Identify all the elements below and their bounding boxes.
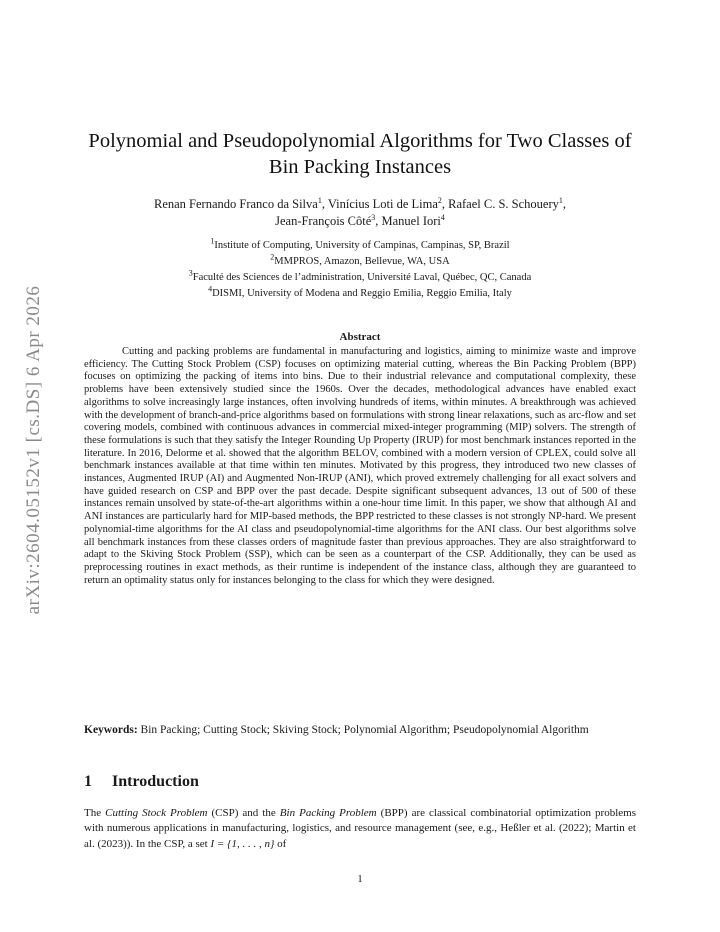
author-separator: , bbox=[375, 214, 382, 228]
intro-term-bpp: Bin Packing Problem bbox=[279, 807, 377, 819]
affiliation-number: 4 bbox=[208, 284, 213, 294]
keywords-line bbox=[84, 723, 636, 737]
section-number: 1 bbox=[84, 773, 92, 790]
author-separator: , bbox=[441, 197, 449, 211]
author-separator: , bbox=[321, 197, 328, 211]
keywords-text: Bin Packing; Cutting Stock; Skiving Stock; Polynomial Algorithm; Pseudopolynomial Algorithm bbox=[140, 724, 589, 736]
affiliation-list bbox=[84, 238, 636, 302]
author-affiliation-mark: 2 bbox=[437, 195, 442, 205]
abstract-body: Cutting and packing problems are fundamental in manufacturing and logistics, aiming to minimize waste and improve efficiency. The Cutting Stock Problem (CSP) focuses on optimizing material cutting, whereas the Bin Packing Problem (BPP) focuses on optimizing the packing of items into bins. Due to their industrial relevance and computational complexity, these problems have been extensively studied since the 1960s. Over the decades, methodological advances have enabled exact algorithms to solve increasingly large instances, often involving hundreds of items, within minutes. A breakthrough was achieved with the development of branch-and-price algorithms based on formulations with strong linear relaxations, such as arc-flow and set covering models, combined with continuous advances in commercial mixed-integer programming (MIP) solvers. The strength of these formulations is such that they satisfy the Integer Rounding Up Property (IRUP) for most benchmark instances reported in the literature. In 2016, Delorme et al. showed that the algorithm BELOV, combined with a modern version of CPLEX, could solve all benchmark instances available at that time within ten minutes. Motivated by this progress, they introduced two new classes of instances, Augmented IRUP (AI) and Augmented Non-IRUP (ANI), which proved extremely challenging for all exact solvers and have guided research on CSP and BPP over the past decade. Despite significant subsequent advances, 13 out of 500 of these instances remain unsolved by state-of-the-art algorithms within a one-hour time limit. In this paper, we show that although AI and ANI instances are particularly hard for MIP-based methods, the BPP restricted to these classes is not strongly NP-hard. We present polynomial-time algorithms for the AI class and pseudopolynomial-time algorithms for the ANI class. Our best algorithms solve all benchmark instances from these classes orders of magnitude faster than previous approaches. They are also straightforward to adapt to the Skiving Stock Problem (SSP), which can be seen as a counterpart of the CSP. Additionally, they can be used as preprocessing routines in exact methods, as their runtime is independent of the instance class, although they are guaranteed to return an optimality status only for instances belonging to the class for which they were designed. bbox=[84, 346, 636, 586]
author-line-2 bbox=[84, 213, 636, 230]
affiliation-text: Institute of Computing, University of Campinas, Campinas, SP, Brazil bbox=[214, 240, 510, 251]
author-separator: , bbox=[562, 197, 566, 211]
author-name: Renan Fernando Franco da Silva bbox=[153, 197, 318, 211]
affiliation-text: DISMI, University of Modena and Reggio Emilia, Reggio Emilia, Italy bbox=[212, 288, 512, 299]
paper-title bbox=[84, 128, 636, 180]
affiliation-item bbox=[84, 286, 636, 302]
affiliation-text: MMPROS, Amazon, Bellevue, WA, USA bbox=[274, 256, 450, 267]
author-name: Rafael C. S. Schouery bbox=[448, 197, 559, 211]
abstract-heading: Abstract bbox=[339, 331, 381, 343]
section-title: Introduction bbox=[112, 773, 199, 790]
author-list bbox=[84, 196, 636, 230]
affiliation-item bbox=[84, 238, 636, 254]
intro-text: of bbox=[274, 837, 287, 850]
author-affiliation-mark: 4 bbox=[440, 212, 445, 222]
section-heading-introduction bbox=[84, 773, 199, 791]
affiliation-text: Faculté des Sciences de l’administration, Université Laval, Québec, QC, Canada bbox=[192, 272, 532, 283]
author-affiliation-mark: 1 bbox=[558, 195, 563, 205]
affiliation-item bbox=[84, 254, 636, 270]
author-name: Manuel Iori bbox=[381, 214, 441, 228]
intro-math-set: I = {1, . . . , n} bbox=[210, 837, 275, 850]
intro-term-csp: Cutting Stock Problem bbox=[105, 807, 208, 819]
intro-text: (BPP) are classical combinatorial optimization problems with numerous applications in manufacturing, logistics, and resource management (see, e.g., Heßler et al. (2022); Martin et al. (2023)). In the CSP, a set bbox=[84, 807, 636, 850]
affiliation-number: 3 bbox=[188, 268, 193, 278]
affiliation-number: 1 bbox=[210, 236, 215, 246]
author-affiliation-mark: 1 bbox=[317, 195, 322, 205]
author-affiliation-mark: 3 bbox=[371, 212, 376, 222]
title-line-1: Polynomial and Pseudopolynomial Algorithms for Two Classes of bbox=[88, 130, 632, 152]
author-name: Jean-François Côté bbox=[275, 214, 372, 228]
affiliation-number: 2 bbox=[270, 252, 275, 262]
keywords-label: Keywords: bbox=[84, 724, 138, 736]
intro-text: The bbox=[84, 807, 106, 819]
author-name: Vinícius Loti de Lima bbox=[327, 197, 438, 211]
introduction-paragraph bbox=[84, 806, 636, 852]
author-line-1 bbox=[84, 196, 636, 213]
intro-text: (CSP) and the bbox=[207, 807, 280, 819]
arxiv-identifier-stamp[interactable]: arXiv:2604.05152v1 [cs.DS] 6 Apr 2026 bbox=[23, 285, 44, 615]
affiliation-item bbox=[84, 270, 636, 286]
page-number: 1 bbox=[357, 873, 363, 885]
title-line-2: Bin Packing Instances bbox=[268, 156, 452, 178]
